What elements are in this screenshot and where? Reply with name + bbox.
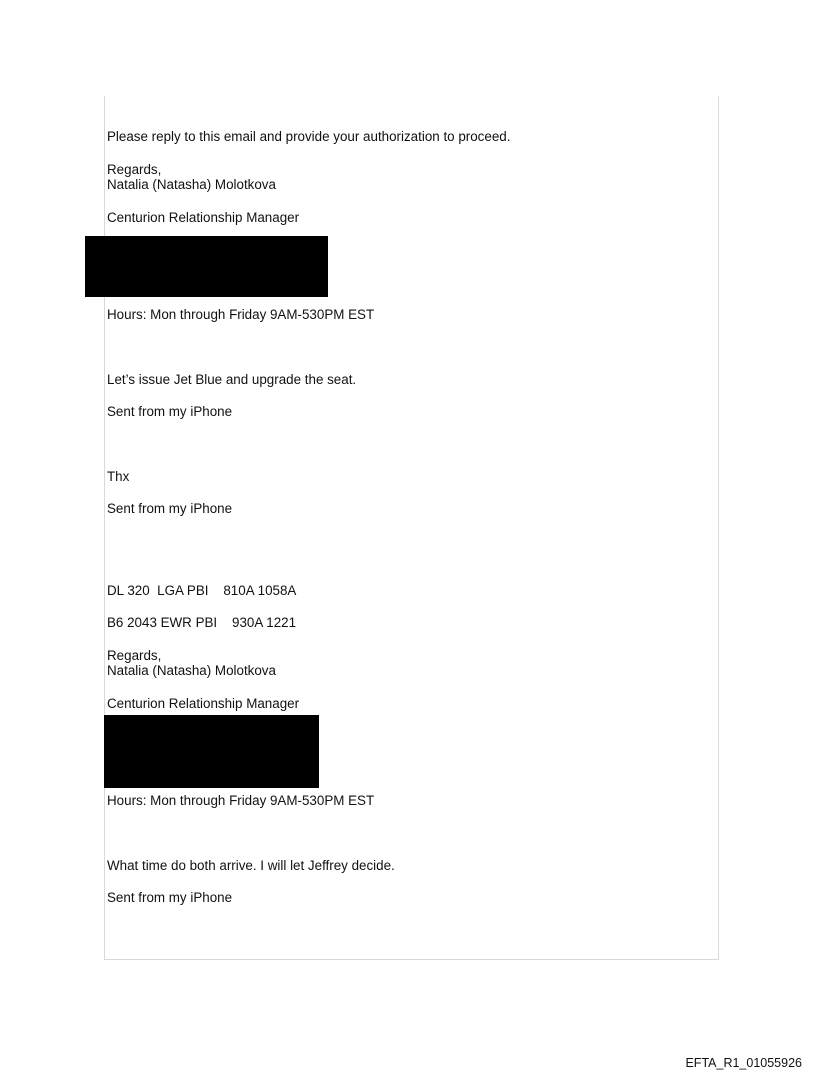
message-body: Thx	[107, 469, 130, 484]
flight-option-delta: DL 320 LGA PBI 810A 1058A	[107, 583, 297, 598]
message-body: What time do both arrive. I will let Jeffrey decide.	[107, 858, 395, 873]
sent-from-line: Sent from my iPhone	[107, 404, 233, 419]
sent-from-line: Sent from my iPhone	[107, 890, 233, 905]
message-body: Let’s issue Jet Blue and upgrade the seat.	[107, 372, 357, 387]
bates-number: EFTA_R1_01055926	[685, 1056, 802, 1070]
signature-hours: Hours: Mon through Friday 9AM-530PM EST	[107, 793, 375, 808]
signature-hours: Hours: Mon through Friday 9AM-530PM EST	[107, 307, 375, 322]
redaction-block	[104, 715, 319, 788]
signature-regards: Regards,	[107, 648, 162, 663]
reply-request-text: Please reply to this email and provide your authorization to proceed.	[107, 129, 511, 144]
signature-title: Centurion Relationship Manager	[107, 696, 300, 711]
signature-name: Natalia (Natasha) Molotkova	[107, 663, 276, 678]
redaction-block	[85, 236, 328, 297]
signature-title: Centurion Relationship Manager	[107, 210, 300, 225]
email-body-frame	[104, 96, 719, 960]
sent-from-line: Sent from my iPhone	[107, 501, 233, 516]
signature-regards: Regards,	[107, 162, 162, 177]
flight-option-jetblue: B6 2043 EWR PBI 930A 1221	[107, 615, 297, 630]
signature-name: Natalia (Natasha) Molotkova	[107, 177, 276, 192]
